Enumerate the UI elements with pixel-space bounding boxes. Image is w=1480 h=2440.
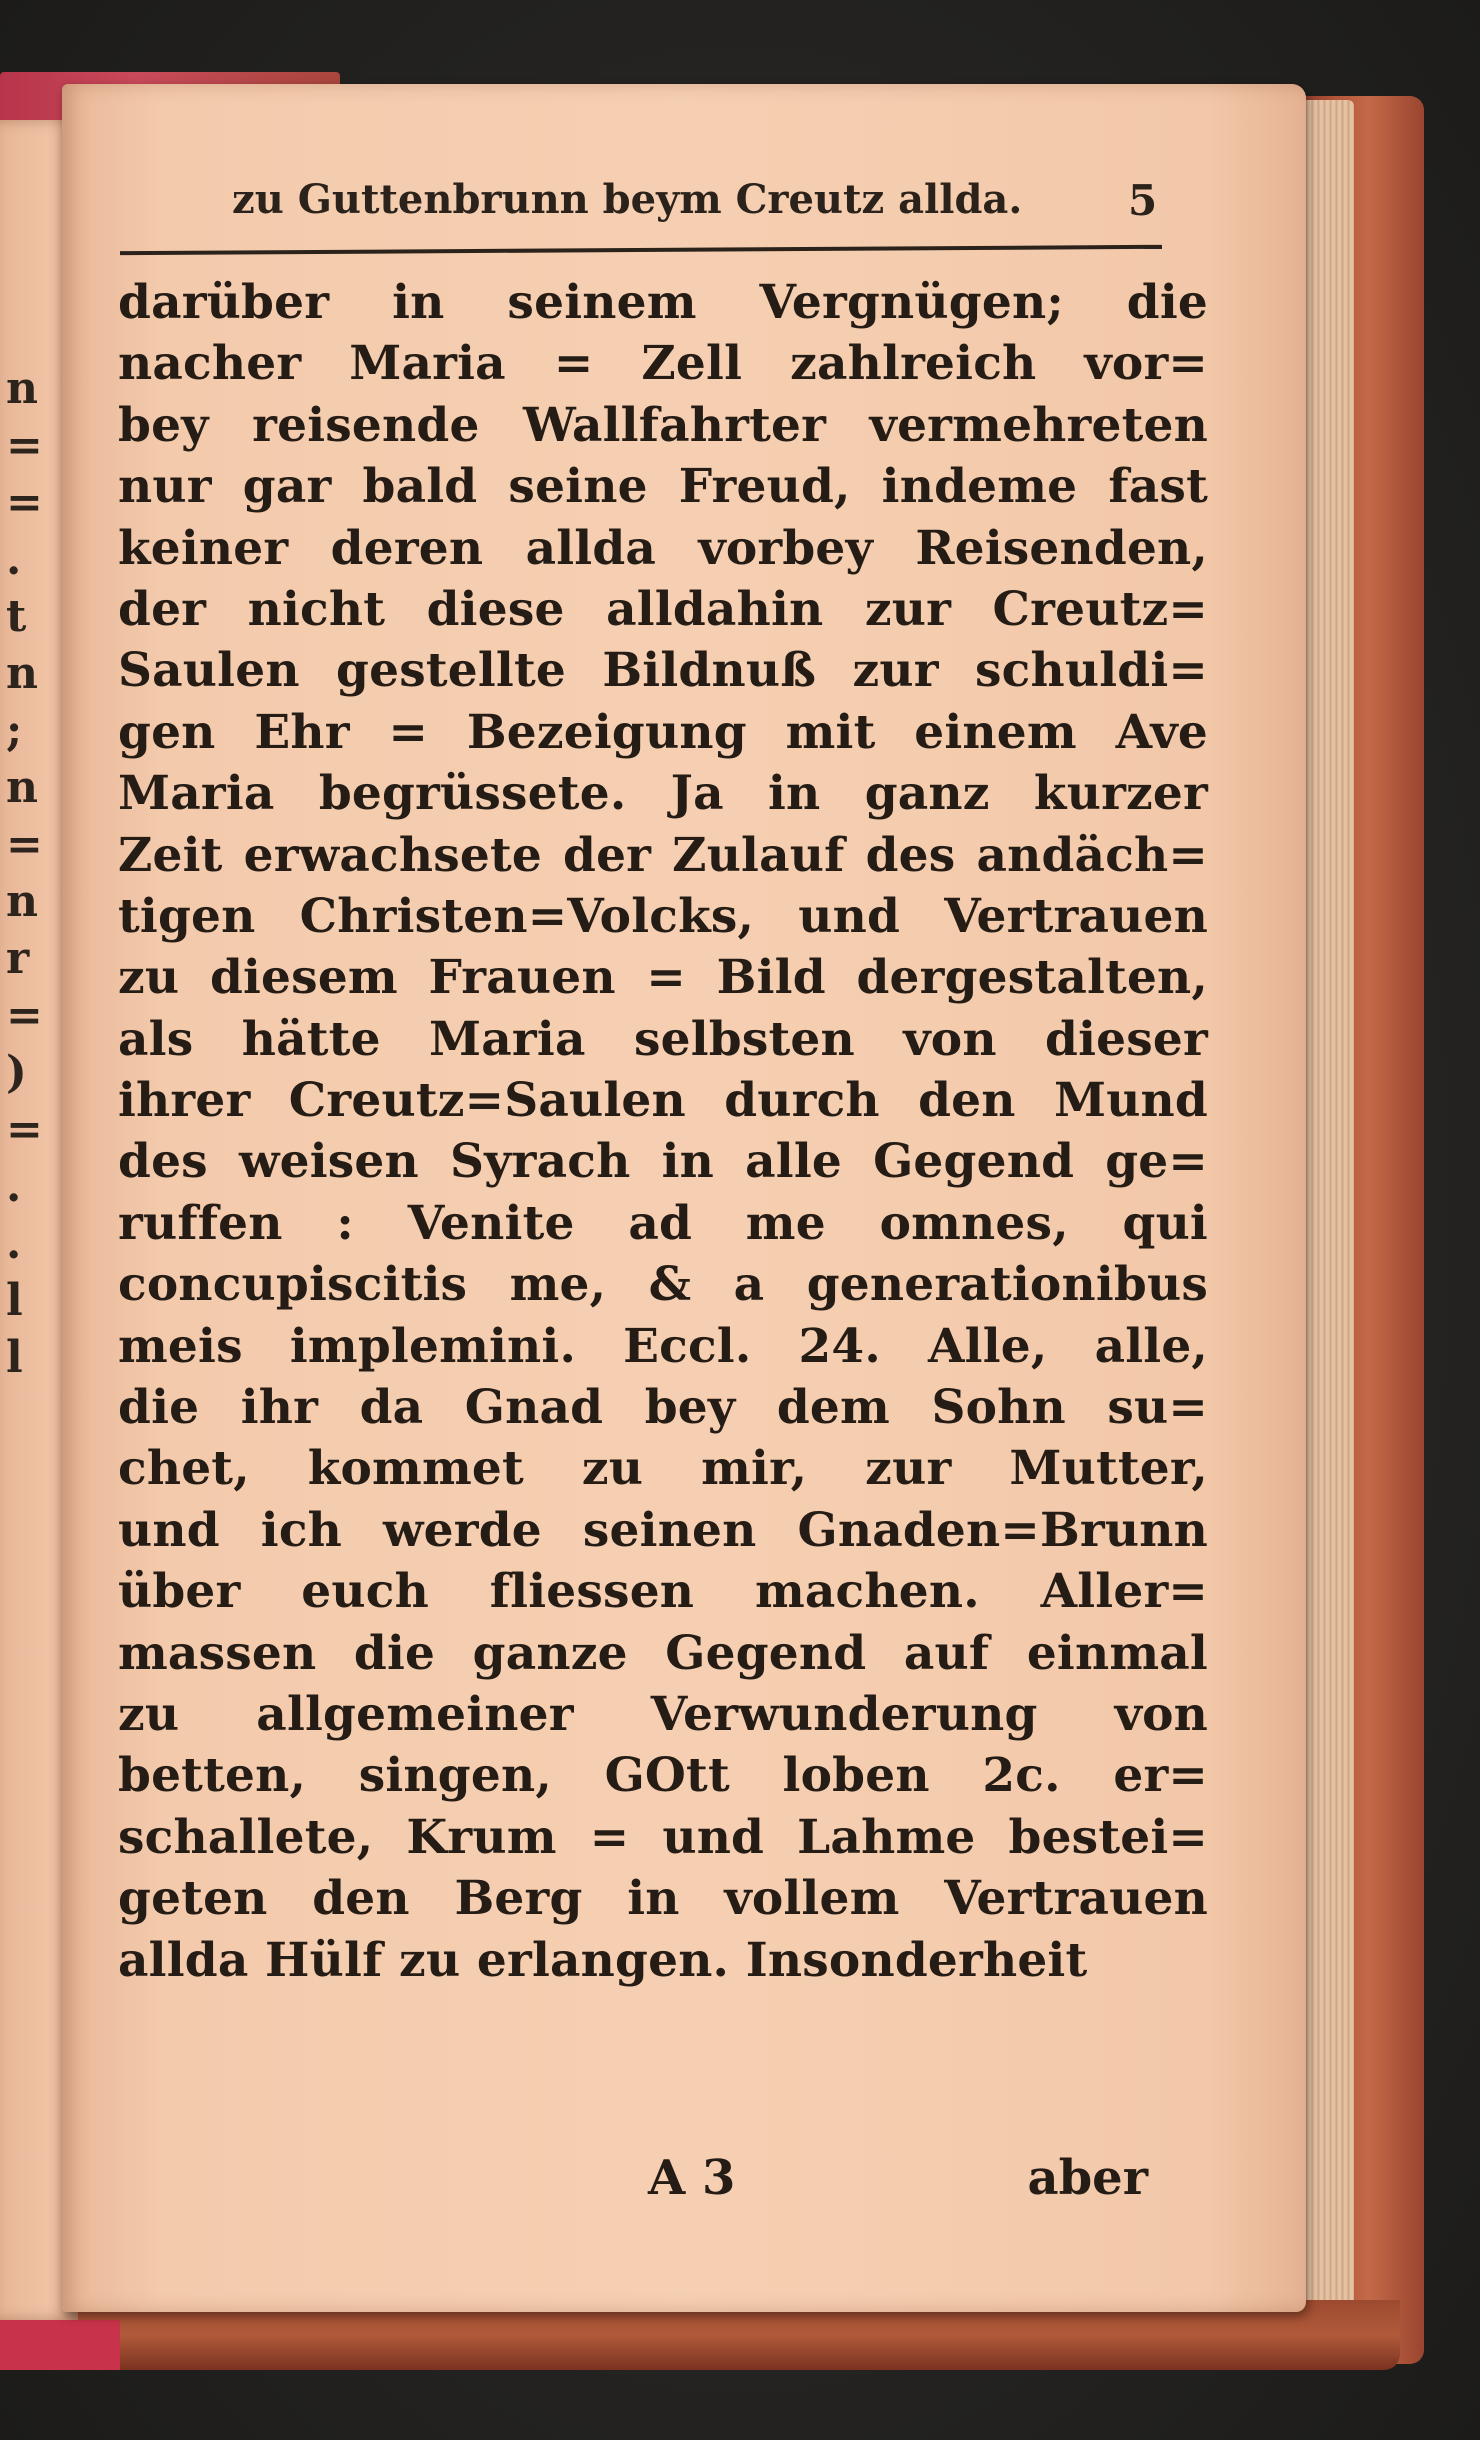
text-line: Maria begrüssete. Ja in ganz kurzer [118, 766, 1208, 822]
text-line: schallete, Krum = und Lahme bestei= [118, 1809, 1208, 1865]
text-line: die ihr da Gnad bey dem Sohn su= [118, 1380, 1208, 1436]
left-page-line-fragment: r [6, 933, 30, 984]
text-line: gen Ehr = Bezeigung mit einem Ave [118, 704, 1208, 760]
left-page-line-fragment: n [6, 363, 38, 414]
text-line: nacher Maria = Zell zahlreich vor= [118, 336, 1208, 392]
left-page-margin-text [6, 360, 70, 1386]
text-line: ihrer Creutz=Saulen durch den Mund [118, 1073, 1208, 1129]
text-line: ruffen : Venite ad me omnes, qui [118, 1195, 1208, 1251]
left-page-line-fragment: ) [6, 1047, 27, 1098]
left-page-line-fragment: = [6, 990, 43, 1041]
left-page-line-fragment: = [6, 477, 43, 528]
text-line: betten, singen, GOtt loben 2c. er= [118, 1748, 1208, 1804]
text-line: zu allgemeiner Verwunderung von [118, 1686, 1208, 1742]
text-line: Zeit erwachsete der Zulauf des andäch= [118, 827, 1208, 883]
text-line: massen die ganze Gegend auf einmal [118, 1625, 1208, 1681]
signature-mark: A 3 [648, 2150, 736, 2206]
catchword: aber [1027, 2150, 1148, 2206]
text-line: chet, kommet zu mir, zur Mutter, [118, 1441, 1208, 1497]
text-line: meis implemini. Eccl. 24. Alle, alle, [118, 1318, 1208, 1374]
running-head-title: zu Guttenbrunn beym Creutz allda. [232, 176, 1023, 223]
left-page-line-fragment: n [6, 648, 38, 699]
text-line: der nicht diese alldahin zur Creutz= [118, 581, 1208, 637]
left-page-line-fragment: l [6, 1332, 23, 1383]
left-page-line-fragment: . [6, 534, 22, 585]
text-line: als hätte Maria selbsten von dieser [118, 1011, 1208, 1067]
bookmark-ribbon [0, 2320, 120, 2370]
left-page-line-fragment: = [6, 819, 43, 870]
text-line: allda Hülf zu erlangen. Insonderheit [118, 1932, 1088, 1988]
left-page-line-fragment: n [6, 762, 38, 813]
text-line: geten den Berg in vollem Vertrauen [118, 1871, 1208, 1927]
left-page-line-fragment: ; [6, 705, 23, 756]
text-line: darüber in seinem Vergnügen; die [118, 275, 1208, 330]
left-page-line-fragment: l [6, 1275, 23, 1326]
left-page-line-fragment: n [6, 876, 38, 927]
text-line: concupiscitis me, & a generationibus [118, 1257, 1208, 1313]
left-page-line-fragment: t [6, 591, 27, 642]
page-footer [118, 2150, 1208, 2220]
page-number: 5 [1128, 176, 1158, 225]
text-line: des weisen Syrach in alle Gegend ge= [118, 1134, 1208, 1190]
body-text [118, 272, 1208, 1991]
text-line: bey reisende Wallfahrter vermehreten [118, 397, 1208, 453]
text-line: und ich werde seinen Gnaden=Brunn [118, 1502, 1208, 1558]
left-page-line-fragment: . [6, 1161, 22, 1212]
text-line: Saulen gestellte Bildnuß zur schuldi= [118, 643, 1208, 699]
text-line: keiner deren allda vorbey Reisenden, [118, 520, 1208, 576]
text-line: zu diesem Frauen = Bild dergestalten, [118, 950, 1208, 1006]
text-line: nur gar bald seine Freud, indeme fast [118, 459, 1208, 515]
left-page-line-fragment: = [6, 1104, 43, 1155]
left-page-line-fragment: = [6, 420, 43, 471]
left-page-line-fragment: . [6, 1218, 22, 1269]
text-line: tigen Christen=Volcks, und Vertrauen [118, 888, 1208, 944]
text-line: über euch fliessen machen. Aller= [118, 1564, 1208, 1620]
